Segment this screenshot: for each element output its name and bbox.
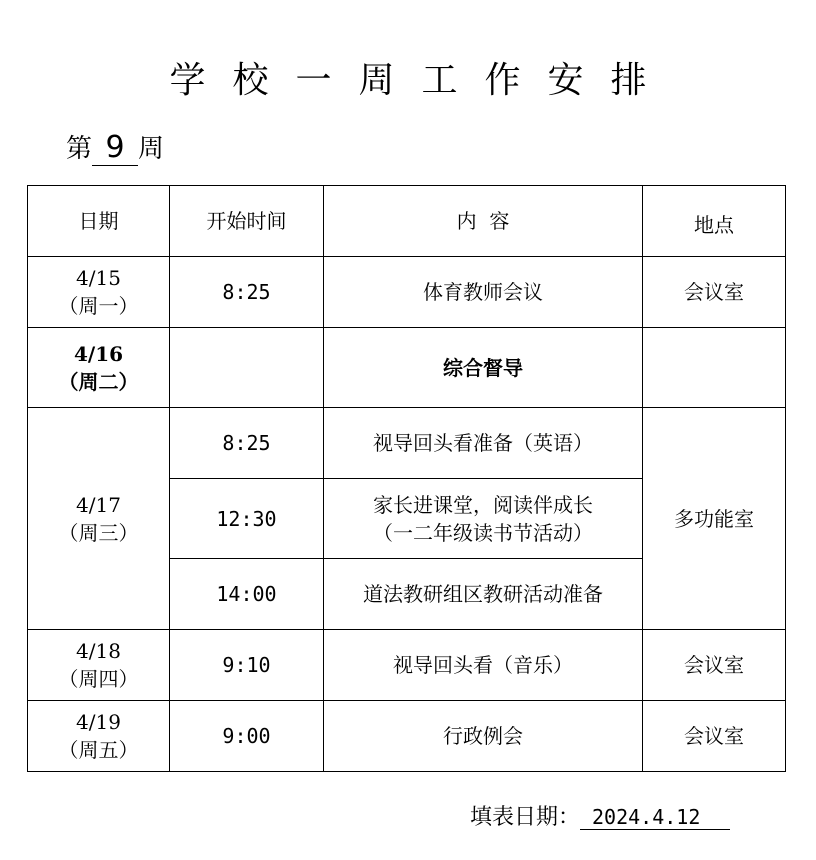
table-row (28, 408, 786, 479)
header-place: 地点 (643, 186, 786, 257)
place-cell: 会议室 (643, 630, 786, 701)
weekday-text: （周一） (58, 294, 139, 318)
date-cell (28, 328, 170, 408)
table-row (28, 328, 786, 408)
content-cell: 视导回头看准备（英语） (324, 408, 643, 479)
content-cell: 视导回头看（音乐） (324, 630, 643, 701)
page-title: 学校一周工作安排 (169, 60, 674, 101)
content-cell: 体育教师会议 (324, 257, 643, 328)
time-cell: 12:30 (170, 479, 324, 559)
weekday-text: （周五） (58, 738, 139, 762)
date-text: 4/15 (76, 266, 121, 290)
date-cell (28, 701, 170, 772)
content-line: 家长进课堂，阅读伴成长 (373, 492, 593, 517)
header-date: 日期 (28, 186, 170, 257)
fill-date-label: 填表日期： (470, 805, 581, 830)
time-cell: 8:25 (170, 408, 324, 479)
content-cell: 综合督导 (324, 328, 643, 408)
place-cell: 会议室 (643, 701, 786, 772)
fill-date-value: 2024.4.12 (580, 805, 730, 830)
header-content: 内 容 (324, 186, 643, 257)
week-prefix: 第 (66, 134, 93, 164)
time-cell (170, 328, 324, 408)
week-suffix: 周 (138, 134, 165, 164)
date-text: 4/18 (76, 639, 121, 663)
table-row (28, 630, 786, 701)
content-cell (324, 479, 643, 559)
date-cell (28, 408, 170, 630)
time-cell: 9:10 (170, 630, 324, 701)
place-cell: 多功能室 (643, 408, 786, 630)
header-time: 开始时间 (170, 186, 324, 257)
date-text: 4/16 (73, 341, 124, 366)
time-cell: 14:00 (170, 559, 324, 630)
date-cell (28, 257, 170, 328)
place-cell (643, 328, 786, 408)
date-text: 4/17 (76, 492, 121, 517)
time-cell: 9:00 (170, 701, 324, 772)
table-row (28, 701, 786, 772)
header-row (28, 186, 786, 257)
date-cell (28, 630, 170, 701)
place-cell: 会议室 (643, 257, 786, 328)
date-text: 4/19 (76, 710, 121, 734)
weekday-text: （周二） (58, 369, 139, 394)
table-row (28, 257, 786, 328)
content-cell: 道法教研组区教研活动准备 (324, 559, 643, 630)
weekday-text: （周三） (58, 520, 139, 545)
time-cell: 8:25 (170, 257, 324, 328)
schedule-table (27, 185, 786, 772)
fill-date (470, 800, 730, 831)
content-cell: 行政例会 (324, 701, 643, 772)
week-number: 9 (92, 131, 138, 166)
week-label (66, 128, 164, 166)
content-line: （一二年级读书节活动） (373, 520, 593, 545)
weekday-text: （周四） (58, 667, 139, 691)
